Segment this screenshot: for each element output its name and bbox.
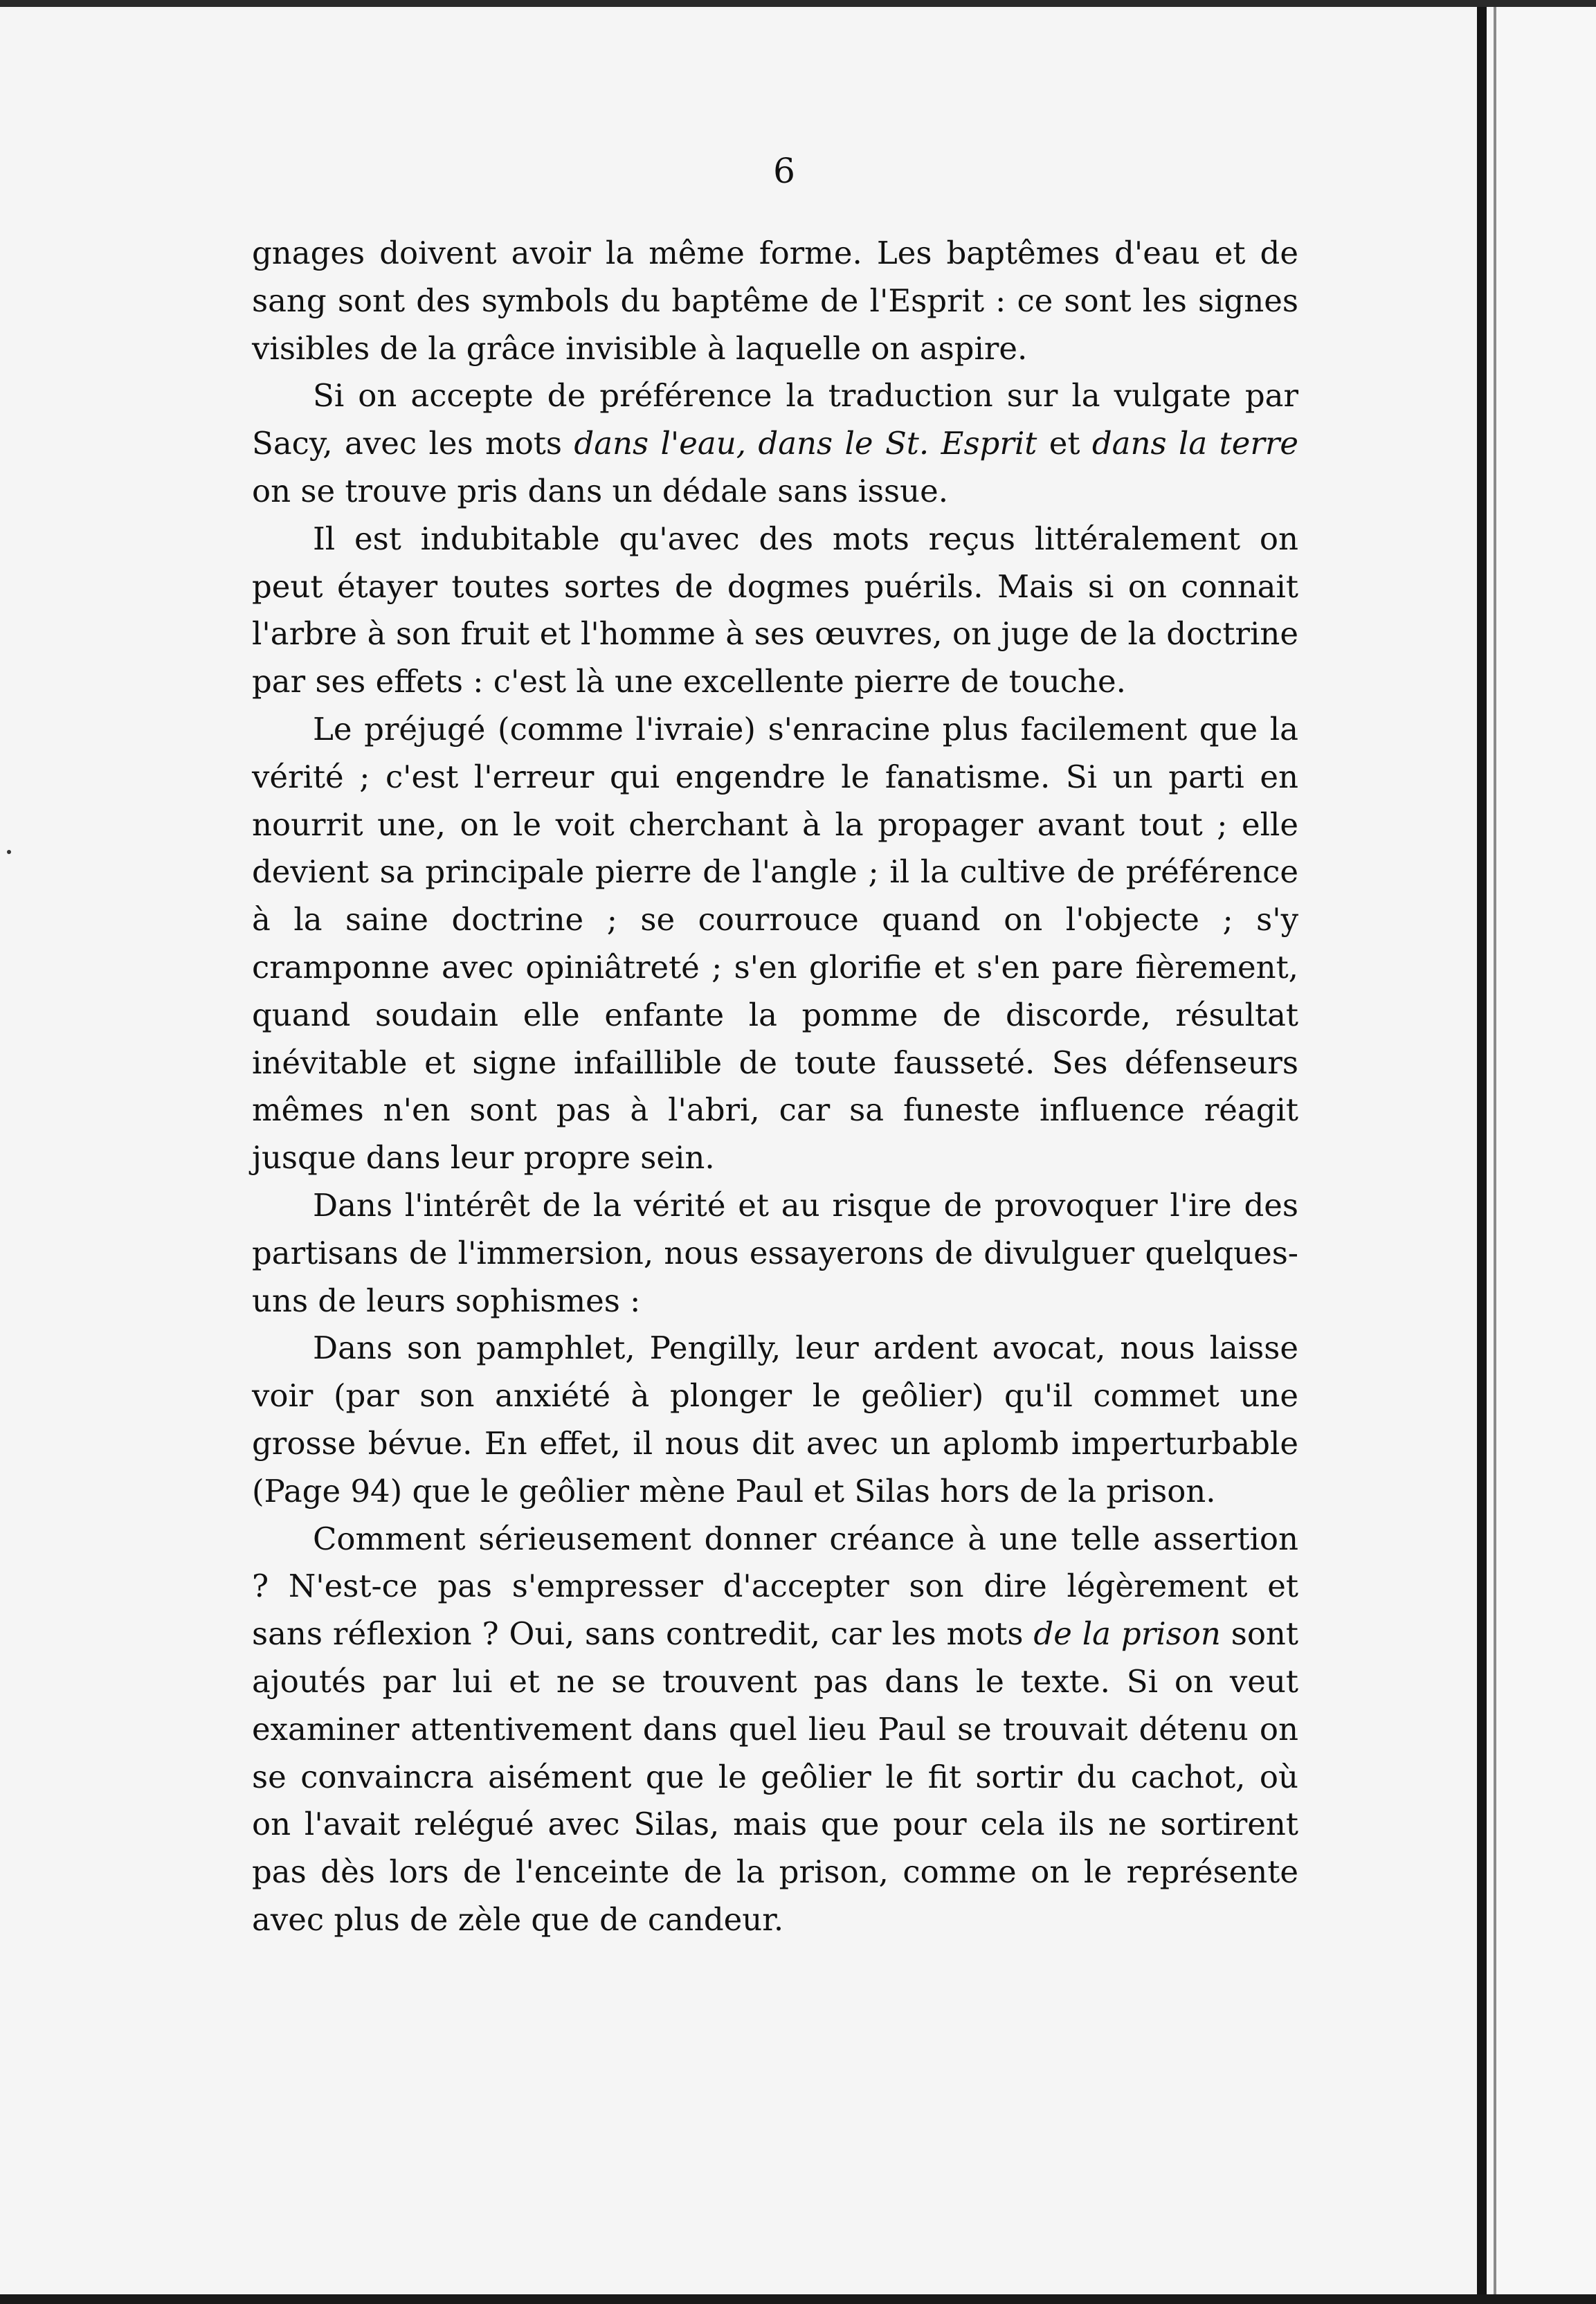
- paragraph: [252, 516, 1298, 706]
- text-run: Il est indubitable qu'avec des mots reçus littéralement on peut étayer toutes sortes de dogmes puérils. Mais si on connait l'arbre à son fruit et l'homme à ses œuvres, on juge de la doctrine par ses effets : c'est là une excellente pierre de touche.: [252, 520, 1298, 700]
- body-text: [252, 230, 1298, 1944]
- page-gutter-shadow: [1494, 0, 1496, 2304]
- paragraph: [252, 1182, 1298, 1325]
- paragraph: [252, 230, 1298, 372]
- page-number: 6: [773, 151, 795, 191]
- scan-speck: [7, 850, 11, 854]
- text-run: Le préjugé (comme l'ivraie) s'enracine plus facilement que la vérité ; c'est l'erreur qui engendre le fanatisme. Si un parti en nourrit une, on le voit cherchant à la propager avant tout ; elle devient sa principale pierre de l'angle ; il la cultive de préférence à la saine doctrine ; se courrouce quand on l'objecte ; s'y cramponne avec opiniâtreté ; s'en glorifie et s'en pare fièrement, quand soudain elle enfante la pomme de discorde, résultat inévitable et signe infaillible de toute fausseté. Ses défenseurs mêmes n'en sont pas à l'abri, car sa funeste influence réagit jusque dans leur propre sein.: [252, 710, 1298, 1177]
- page-gutter-line: [1477, 0, 1487, 2304]
- paragraph: [252, 1516, 1298, 1944]
- italic-phrase: dans l'eau, dans le St. Esprit: [574, 425, 1037, 462]
- text-run: Si on accepte de préférence la traduction sur la vulgate par Sacy, avec les mots: [252, 377, 1298, 462]
- scan-top-border: [0, 0, 1596, 7]
- text-run: sont ajoutés par lui et ne se trouvent pas dans le texte. Si on veut examiner attentivement dans quel lieu Paul se trouvait détenu on se convaincra aisément que le geôlier le fit sortir du cachot, où on l'avait relégué avec Silas, mais que pour cela ils ne sortirent pas dès lors de l'enceinte de la prison, comme on le représente avec plus de zèle que de candeur.: [252, 1615, 1298, 1938]
- italic-phrase: dans la terre: [1091, 425, 1298, 462]
- paragraph: [252, 1325, 1298, 1515]
- text-run: on se trouve pris dans un dédale sans issue.: [252, 472, 949, 509]
- text-run: Dans son pamphlet, Pengilly, leur ardent avocat, nous laisse voir (par son anxiété à plonger le geôlier) qu'il commet une grosse bévue. En effet, il nous dit avec un aplomb imperturbable (Page 94) que le geôlier mène Paul et Silas hors de la prison.: [252, 1330, 1298, 1509]
- paragraph: [252, 706, 1298, 1182]
- text-run: Dans l'intérêt de la vérité et au risque de provoquer l'ire des partisans de l'immersion, nous essayerons de divulguer quelques-uns de leurs sophismes :: [252, 1186, 1298, 1319]
- paragraph: [252, 372, 1298, 515]
- text-run: gnages doivent avoir la même forme. Les baptêmes d'eau et de sang sont des symbols du baptême de l'Esprit : ce sont les signes visibles de la grâce invisible à laquelle on aspire.: [252, 235, 1298, 367]
- text-run: Comment sérieusement donner créance à une telle assertion ? N'est-ce pas s'empresser d'accepter son dire légèrement et sans réflexion ? Oui, sans contredit, car les mots: [252, 1520, 1298, 1653]
- scan-bottom-border: [0, 2294, 1596, 2304]
- text-run: et: [1037, 425, 1092, 462]
- italic-phrase: de la prison: [1033, 1615, 1221, 1653]
